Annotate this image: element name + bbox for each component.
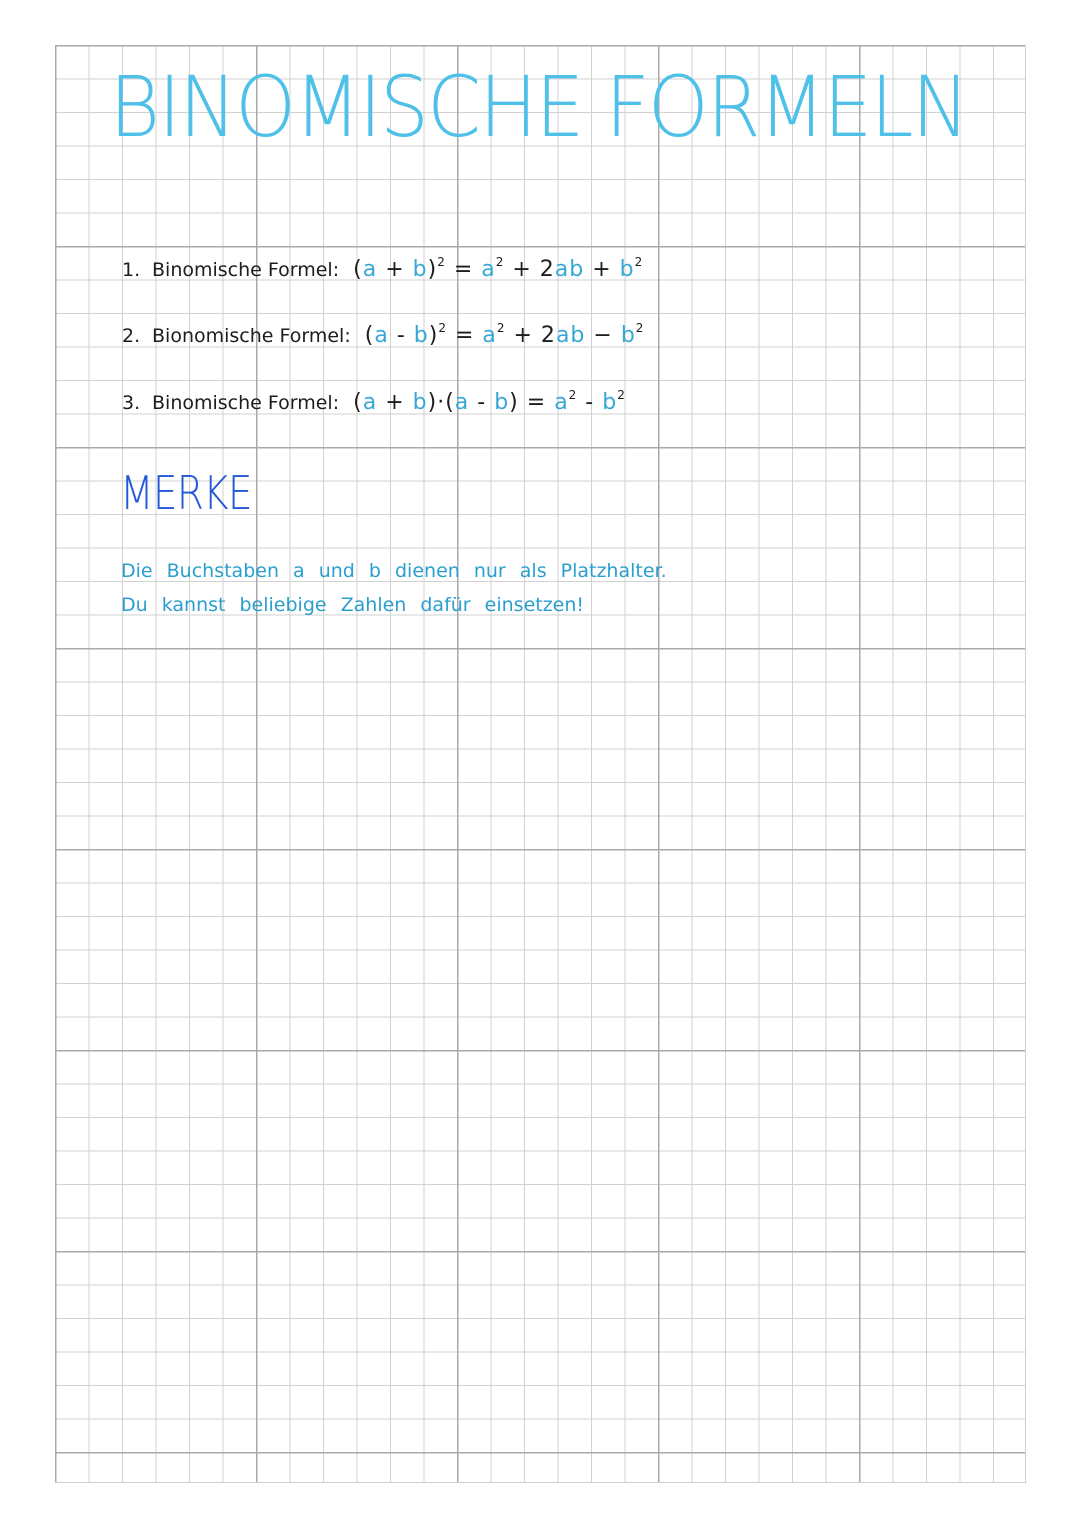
merke-heading: MERKE xyxy=(120,466,252,520)
page-title: BINOMISCHE FORMELN xyxy=(109,58,968,156)
formula-1 xyxy=(122,255,643,282)
formula-label: Binomische Formel: xyxy=(152,392,340,414)
formula-number: 2. xyxy=(122,325,141,347)
merke-line-2: Du kannst beliebige Zahlen dafür einsetzen! xyxy=(121,594,585,616)
merke-line-1: Die Buchstaben a und b dienen nur als Platzhalter. xyxy=(121,560,667,582)
formula-2 xyxy=(122,321,644,348)
formula-expression: $(a - b)^2 = a^2 + 2ab - b^2$ xyxy=(364,321,645,348)
formula-expression: $(a + b)\cdot(a - b) = a^2 - b^2$ xyxy=(353,388,626,415)
formula-number: 3. xyxy=(122,392,141,414)
formula-expression: $(a + b)^2 = a^2 + 2ab + b^2$ xyxy=(353,255,644,282)
formula-label: Binomische Formel: xyxy=(152,259,340,281)
formula-3 xyxy=(122,388,626,415)
formula-number: 1. xyxy=(122,259,141,281)
formula-label: Bionomische Formel: xyxy=(152,325,351,347)
